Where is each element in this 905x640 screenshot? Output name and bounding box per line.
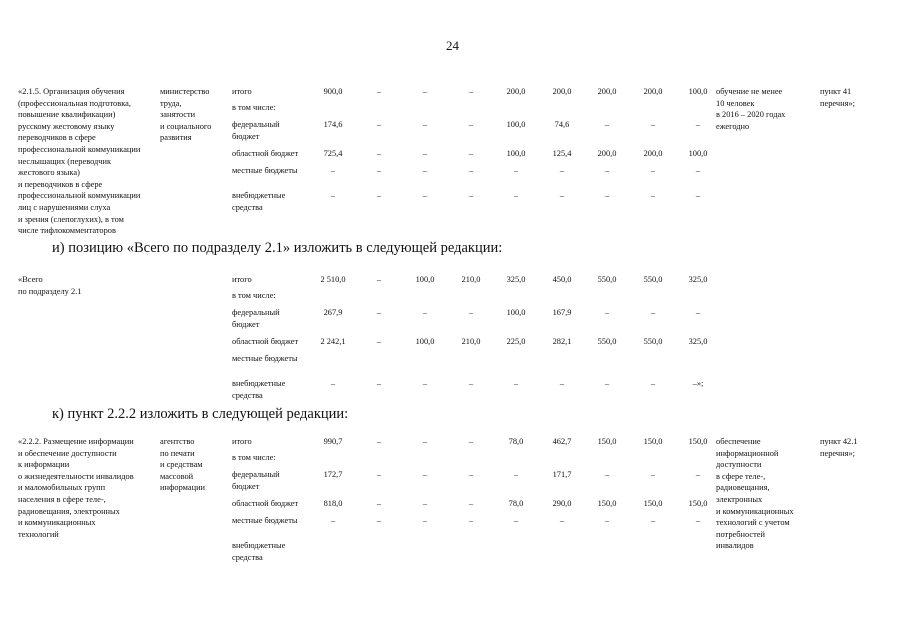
row-label: местные бюджеты [232,354,298,363]
row-label: областной бюджет [232,337,299,346]
row-label: местные бюджеты [232,166,298,175]
cell-value: – [422,516,428,525]
cell-value: – [695,120,701,129]
point-line: пункт 41 [820,87,852,96]
description-line: технологий [18,529,59,539]
cell-value: – [468,499,474,508]
result-line: радиовещания, [716,483,770,493]
cell-value: 200,0 [597,149,617,158]
cell-value: 462,7 [552,437,572,446]
cell-value: – [650,120,656,129]
cell-value: 78,0 [508,437,524,446]
cell-value: – [468,516,474,525]
cell-value: – [422,379,428,388]
cell-value: – [330,191,336,200]
executor-line: и социального [160,121,212,131]
cell-value: – [422,499,428,508]
result-line: потребностей [716,529,765,539]
cell-value: 267,9 [323,308,343,317]
point-line: перечня»; [820,98,855,108]
row-label: бюджет [232,131,260,141]
cell-value: 172,7 [323,470,343,479]
cell-value: – [559,516,565,525]
cell-value: – [468,166,474,175]
description-line: и зрения (слепоглухих), в том [18,214,124,224]
row-label: средства [232,552,263,562]
description-line: по подразделу 2.1 [18,286,82,296]
row-label: в том числе: [232,453,276,462]
description-line: (профессиональная подготовка, [18,98,131,108]
cell-value: – [422,149,428,158]
cell-value: – [604,470,610,479]
cell-value: 171,7 [552,470,572,479]
cell-value: – [376,149,382,158]
cell-value: – [376,470,382,479]
description-line: числе тифлокомментаторов [18,226,116,236]
cell-value: – [376,337,382,346]
result-line: информационной [716,448,779,458]
cell-value: – [695,308,701,317]
executor-line: массовой [160,471,194,481]
row-label: средства [232,390,263,400]
row-label: федеральный [232,120,280,129]
cell-value: 200,0 [643,149,663,158]
cell-value: – [330,516,336,525]
cell-value: 210,0 [461,337,481,346]
row-label: внебюджетные [232,541,286,550]
cell-value: 450,0 [552,275,572,284]
cell-value: 200,0 [552,87,572,96]
executor-line: развития [160,133,192,143]
result-line: обеспечение [716,437,761,446]
cell-value: – [559,166,565,175]
cell-value: – [422,470,428,479]
cell-value: – [376,516,382,525]
executor-line: по печати [160,448,195,458]
cell-value: 550,0 [643,337,663,346]
row-label: в том числе: [232,103,276,112]
cell-value: 325,0 [688,337,708,346]
cell-value: 150,0 [643,499,663,508]
cell-value: 325,0 [688,275,708,284]
cell-value: 100,0 [688,87,708,96]
cell-value: – [604,120,610,129]
cell-value: – [650,470,656,479]
cell-value: – [376,499,382,508]
point-line: пункт 42.1 [820,437,858,446]
cell-value: 550,0 [597,337,617,346]
cell-value: – [468,470,474,479]
cell-value: – [650,379,656,388]
cell-value: 200,0 [643,87,663,96]
result-line: 10 человек [716,98,755,108]
cell-value: – [468,437,474,446]
cell-value: – [376,191,382,200]
description-line: к информации [18,460,70,470]
cell-value: – [330,166,336,175]
executor-line: агентство [160,437,195,446]
row-label: областной бюджет [232,499,299,508]
description-line: повышение квалификации) [18,110,116,120]
cell-value: – [376,437,382,446]
cell-value: – [468,149,474,158]
description-line: переводчиков в сфере [18,133,96,143]
cell-value: – [422,437,428,446]
cell-value: – [468,308,474,317]
cell-value: 200,0 [597,87,617,96]
cell-value: – [376,166,382,175]
cell-value: – [376,120,382,129]
cell-value: 174,6 [323,120,343,129]
result-line: в сфере теле-, [716,471,766,481]
cell-value: – [422,308,428,317]
executor-line: труда, [160,98,182,108]
cell-value: – [513,516,519,525]
cell-value: – [695,166,701,175]
description-line: радиовещания, электронных [18,506,120,516]
point-line: перечня»; [820,448,855,458]
cell-value: – [559,379,565,388]
description-line: неслышащих (переводчик [18,156,112,166]
cell-value: 100,0 [415,275,435,284]
cell-value: 200,0 [506,87,526,96]
cell-value: 167,9 [552,308,572,317]
cell-value: – [422,120,428,129]
row-label: средства [232,202,263,212]
cell-value: – [468,379,474,388]
cell-value: – [376,275,382,284]
cell-value: – [650,166,656,175]
cell-value: – [376,379,382,388]
cell-value: – [422,87,428,96]
cell-value: – [422,191,428,200]
description-line: и переводчиков в сфере [18,179,103,189]
cell-value: – [650,191,656,200]
cell-value: –»; [692,379,704,388]
cell-value: – [604,166,610,175]
description-line: лиц с нарушениями слуха [18,203,111,212]
row-label: внебюджетные [232,191,286,200]
description-line: и коммуникационных [18,518,96,528]
executor-line: информации [160,483,206,493]
result-line: в 2016 – 2020 годах [716,110,786,120]
description-line: «2.1.5. Организация обучения [18,87,125,96]
cell-value: – [513,191,519,200]
cell-value: – [604,191,610,200]
cell-value: 725,4 [323,149,343,158]
heading-k: к) пункт 2.2.2 изложить в следующей редакции: [52,406,349,422]
result-line: электронных [716,495,763,504]
cell-value: – [468,120,474,129]
cell-value: 550,0 [597,275,617,284]
cell-value: – [650,516,656,525]
cell-value: 900,0 [323,87,343,96]
executor-line: занятости [160,110,196,120]
cell-value: – [604,516,610,525]
row-label: внебюджетные [232,379,286,388]
description-line: «2.2.2. Размещение информации [18,437,134,446]
cell-value: 210,0 [461,275,481,284]
row-label: федеральный [232,308,280,317]
result-line: обучение не менее [716,87,783,96]
cell-value: 325,0 [506,275,526,284]
cell-value: – [513,166,519,175]
description-line: о жизнедеятельности инвалидов [18,471,134,481]
row-label: итого [232,87,252,96]
cell-value: 100,0 [688,149,708,158]
cell-value: 550,0 [643,275,663,284]
cell-value: – [376,308,382,317]
cell-value: – [513,470,519,479]
cell-value: 150,0 [597,499,617,508]
cell-value: – [468,191,474,200]
row-label: итого [232,437,252,446]
cell-value: 74,6 [554,120,570,129]
cell-value: – [422,166,428,175]
cell-value: 290,0 [552,499,572,508]
executor-line: министерство [160,87,210,96]
result-line: ежегодно [716,121,750,131]
cell-value: 150,0 [597,437,617,446]
cell-value: – [695,191,701,200]
cell-value: 818,0 [323,499,343,508]
cell-value: 2 510,0 [320,275,346,284]
cell-value: 100,0 [506,308,526,317]
cell-value: – [376,87,382,96]
row-label: областной бюджет [232,149,299,158]
description-line: и обеспечение доступности [18,448,117,458]
cell-value: 990,7 [323,437,343,446]
result-line: инвалидов [716,541,754,551]
cell-value: 2 242,1 [320,337,346,346]
row-label: бюджет [232,319,260,329]
cell-value: 125,4 [552,149,572,158]
cell-value: 150,0 [643,437,663,446]
result-line: технологий с учетом [716,518,790,528]
row-label: итого [232,275,252,284]
row-label: федеральный [232,470,280,479]
description-line: «Всего [18,275,43,284]
cell-value: – [513,379,519,388]
description-line: профессиональной коммуникации [18,191,141,201]
description-line: жестового языка) [18,168,80,178]
row-label: местные бюджеты [232,516,298,525]
cell-value: 150,0 [688,499,708,508]
row-label: бюджет [232,481,260,491]
cell-value: 225,0 [506,337,526,346]
description-line: профессиональной коммуникации [18,145,141,154]
cell-value: – [695,516,701,525]
cell-value: – [604,379,610,388]
cell-value: 100,0 [506,149,526,158]
description-line: и маломобильных групп [18,483,106,493]
cell-value: – [650,308,656,317]
cell-value: 100,0 [506,120,526,129]
cell-value: – [330,379,336,388]
cell-value: – [695,470,701,479]
row-label: в том числе: [232,291,276,300]
cell-value: 150,0 [688,437,708,446]
result-line: доступности [716,460,762,470]
heading-i: и) позицию «Всего по подразделу 2.1» изложить в следующей редакции: [52,240,503,256]
cell-value: – [559,191,565,200]
cell-value: 100,0 [415,337,435,346]
cell-value: 78,0 [508,499,524,508]
cell-value: – [468,87,474,96]
cell-value: – [604,308,610,317]
executor-line: и средствам [160,460,203,470]
description-line: русскому жестовому языку [18,121,115,131]
page-number: 24 [446,38,459,53]
cell-value: 282,1 [552,337,572,346]
description-line: населения в сфере теле-, [18,495,106,504]
result-line: и коммуникационных [716,506,794,516]
